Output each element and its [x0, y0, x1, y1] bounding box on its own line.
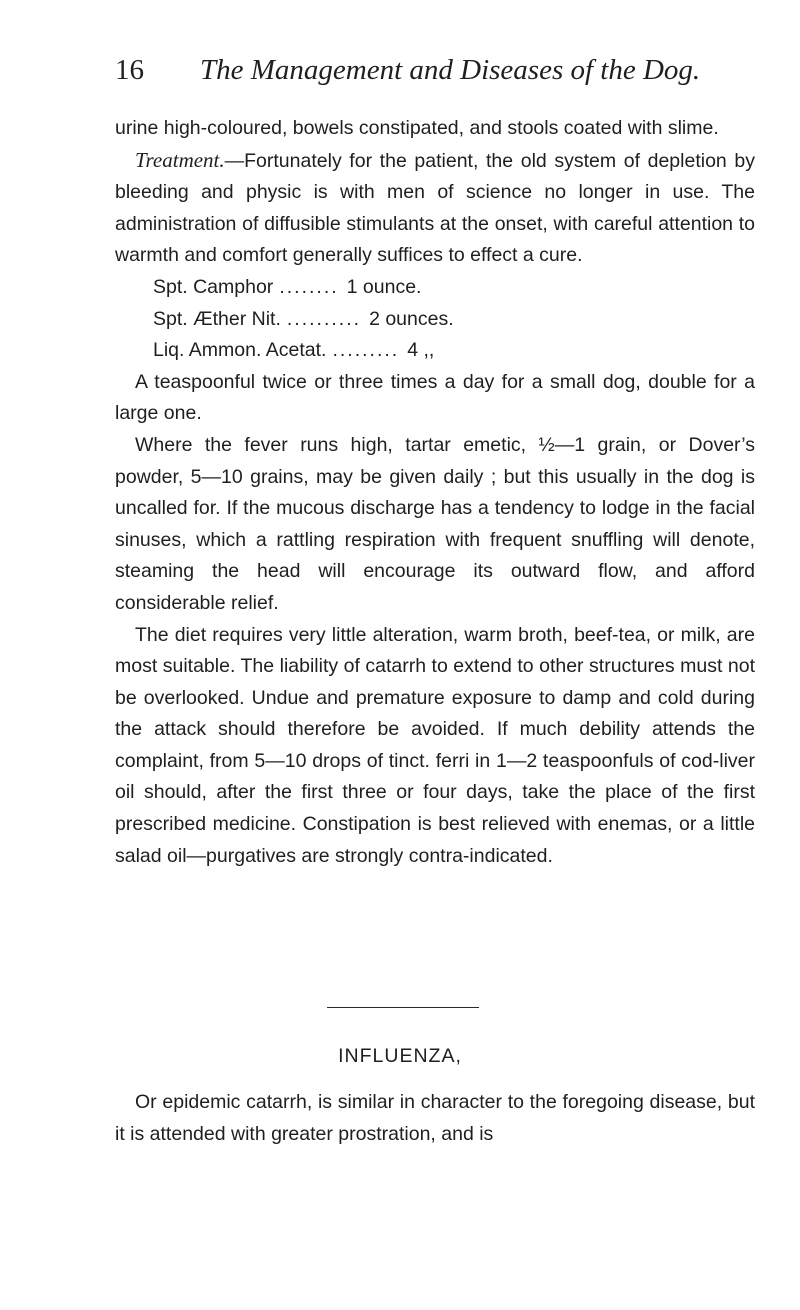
body-text	[115, 113, 755, 872]
page-number: 16	[115, 54, 144, 86]
paragraph-influenza: Or epidemic catarrh, is similar in character to the foregoing disease, but it is attended with greater prostration, and is	[115, 1091, 755, 1145]
prescription-dose: 2 ounces.	[369, 307, 454, 330]
prescription-row	[115, 304, 755, 336]
section-divider	[327, 1007, 479, 1008]
prescription-dose: 1 ounce.	[346, 275, 422, 298]
paragraph-symptoms: urine high-coloured, bowels constipated, and stools coated with slime.	[115, 117, 719, 139]
treatment-text: —Fortunately for the patient, the old system of depletion by bleeding and physic is with men of science no longer in use. The administration of diffusible stimulants at the onset, with careful attention to warmth and comfort generally suffices to effect a cure.	[115, 149, 755, 267]
prescription-row	[115, 272, 755, 304]
paragraph-treatment	[115, 145, 755, 272]
running-title: The Management and Diseases of the Dog.	[200, 54, 701, 86]
prescription-drug: Liq. Ammon. Acetat.	[153, 339, 327, 362]
paragraph-fever: Where the fever runs high, tartar emetic, ½—1 grain, or Dover’s powder, 5—10 grains, may be given daily ; but this usually in the dog is uncalled for. If the mucous discharge has a tendency to lodge in the facial sinuses, which a rattling respiration with frequent snuffling will denote, steaming the head will encourage its outward flow, and afford considerable relief.	[115, 433, 755, 614]
section-heading: INFLUENZA,	[338, 1045, 462, 1067]
paragraph-dosage: A teaspoonful twice or three times a day for a small dog, double for a large one.	[115, 370, 755, 425]
paragraph-diet: The diet requires very little alteration, warm broth, beef-tea, or milk, are most suitable. The liability of catarrh to extend to other structures must not be overlooked. Undue and premature exposure to damp and cold during the attack should therefore be avoided. If much debility attends the complaint, from 5—10 drops of tinct. ferri in 1—2 teaspoonfuls of cod-liver oil should, after the first three or four days, take the place of the first prescribed medicine. Constipation is best relieved with enemas, or a little salad oil—purgatives are strongly contra-indicated.	[115, 623, 755, 867]
prescription-drug: Spt. Æther Nit.	[153, 307, 281, 330]
treatment-label: Treatment.	[135, 147, 225, 172]
leader-dots: ..........	[286, 307, 362, 330]
prescription-list	[115, 272, 755, 367]
running-head	[115, 48, 755, 96]
prescription-row	[115, 335, 755, 367]
leader-dots: ........	[279, 275, 339, 298]
prescription-dose: 4 ,,	[407, 339, 435, 362]
prescription-drug: Spt. Camphor	[153, 275, 274, 298]
leader-dots: .........	[332, 339, 400, 362]
section-text	[115, 1087, 755, 1150]
